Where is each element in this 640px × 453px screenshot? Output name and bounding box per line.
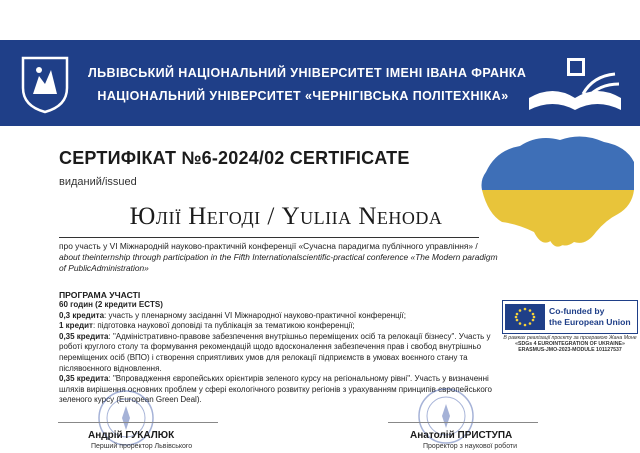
signature-line-right — [388, 422, 538, 423]
eu-label: Co-funded by the European Union — [549, 306, 631, 327]
eu-cofunded-badge — [502, 300, 638, 334]
issued-label: виданий/issued — [59, 176, 137, 188]
recipient-name: Юлії Негоді / Yuliia Nehoda — [129, 203, 443, 230]
ukraine-map-icon — [478, 128, 638, 256]
university-name-1: ЛЬВІВСЬКИЙ НАЦІОНАЛЬНИЙ УНІВЕРСИТЕТ ІМЕНІ ІВАНА ФРАНКА — [88, 66, 527, 80]
open-book-logo-icon — [523, 54, 627, 116]
eu-project-note: В рамках реалізації проєкту за програмою Жана Моне «SDGs 4 EUROINTEGRATION OF UKRAINE» ERASMUS-JMO-2023-MODULE 101127537 — [503, 335, 637, 354]
program-title: ПРОГРАМА УЧАСТІ — [59, 290, 141, 300]
signatory-right-role: Проректор з наукової роботи — [423, 443, 518, 450]
program-line: 0,35 кредита: "Впровадження європейських орієнтирів зеленого курсу на регіональному рівні". Участь у визначенні шляхів вирішення основних проблем у сфері екологічного розвитку регіонів з урахуванням принципів європейського зеленого курсу (European Green Deal). — [59, 374, 492, 405]
signatory-left-role: Перший проректор Львівського — [91, 443, 193, 450]
signatory-left-name: Андрій ГУКАЛЮК — [88, 430, 175, 441]
university-crest-icon — [19, 54, 71, 114]
university-name-2: НАЦІОНАЛЬНИЙ УНІВЕРСИТЕТ «ЧЕРНІГІВСЬКА ПОЛІТЕХНІКА» — [97, 89, 509, 103]
program-line: 60 годин (2 кредити ECTS) — [59, 300, 163, 309]
participation-ua: про участь у VI Міжнародній науково-практичній конференції «Сучасна парадигма публічного управління» / — [59, 241, 478, 251]
top-margin — [0, 0, 640, 40]
program-line: 0,3 кредита: участь у пленарному засіданні VI Міжнародної науково-практичної конференції; — [59, 310, 406, 320]
program-line: 1 кредит: підготовка наукової доповіді та публікація за тематикою конференції; — [59, 321, 355, 331]
eu-flag-icon — [505, 304, 545, 330]
signatory-right-name: Анатолій ПРИСТУПА — [410, 430, 513, 441]
signature-line-left — [58, 422, 218, 423]
participation-text — [59, 241, 499, 274]
participation-en: about theinternship through participation in the Fifth Internationalscientific-practical conference «The Modern paradigm of PublicAdministration» — [59, 252, 498, 273]
recipient-underline — [59, 237, 479, 238]
program-line: 0,35 кредита: "Адміністративно-правове забезпечення внутрішньо переміщених осіб та релокації бізнесу". Участь у роботі круглого столу та формування рекомендацій щодо вдосконалення забезпечення прав і свобод внутрішньо переміщених осіб (ВПО) і створення сприятливих умов для релокації підприємств в умовах воєнного стану та післявоєнного відновлення. — [59, 331, 491, 373]
header-banner — [0, 40, 640, 126]
certificate-title: СЕРТИФІКАТ №6-2024/02 CERTIFICATE — [59, 148, 410, 168]
